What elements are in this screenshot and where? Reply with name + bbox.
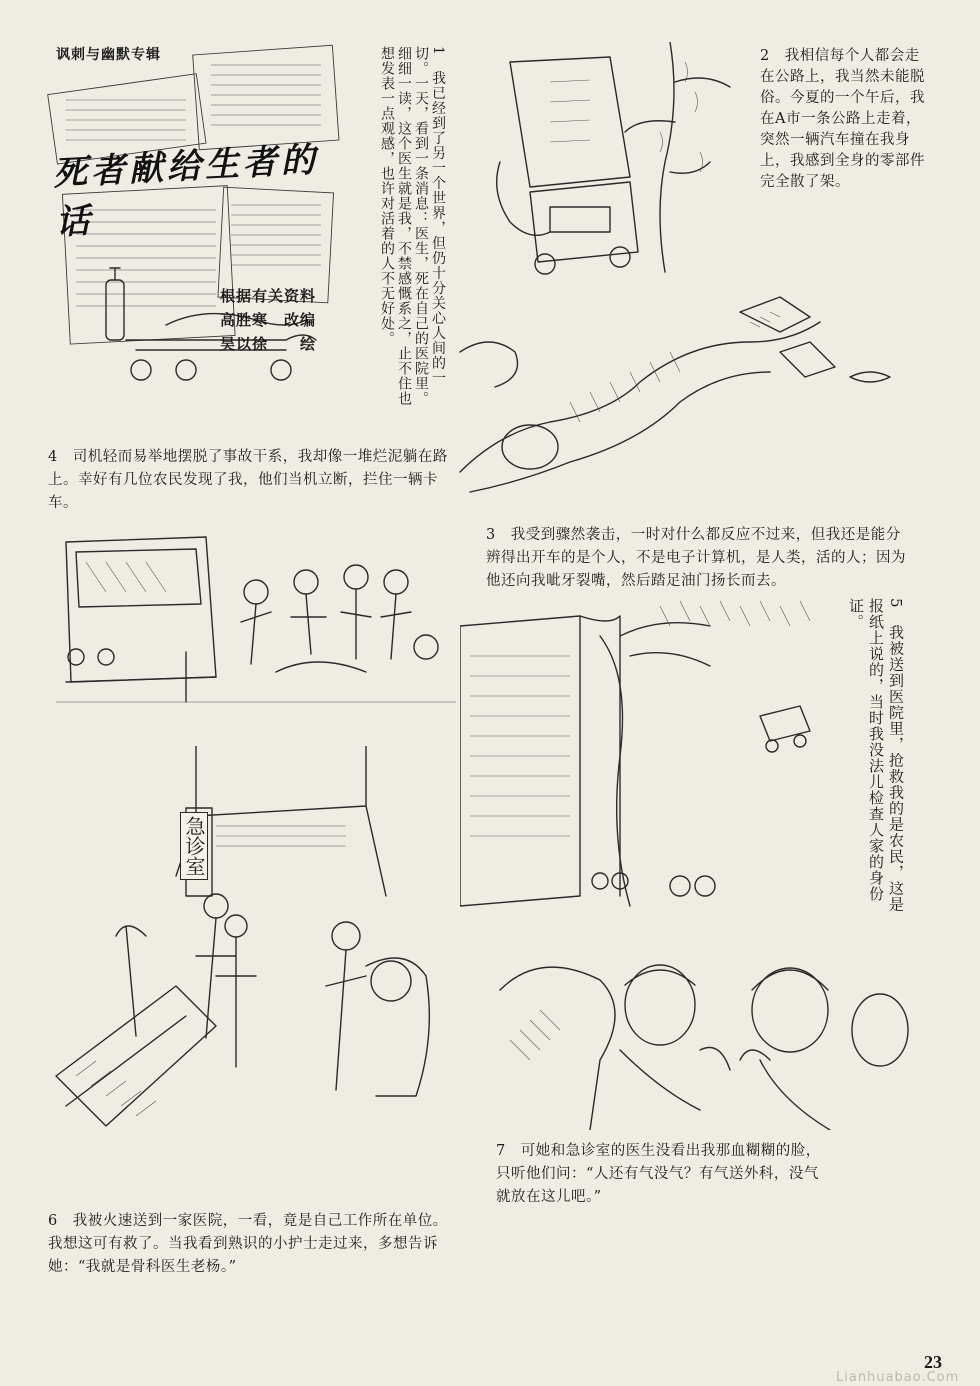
panel-4-illustration xyxy=(46,522,456,718)
credit-source: 根据有关资料 xyxy=(220,287,317,305)
panel-3-illustration xyxy=(450,292,910,512)
panel-7-caption: 7 可她和急诊室的医生没看出我那血糊糊的脸，只听他们问：“人还有气没气？有气送外科，没气就放在这儿吧。” xyxy=(496,1143,821,1205)
panel-2-caption: 2 我相信每个人都会走在公路上，我当然未能脱俗。今夏的一个午后，我在A市一条公路上走着，突然一辆汽车撞在我身上，我感到全身的零部件完全散了架。 xyxy=(760,48,925,190)
panel-6-caption: 6 我被火速送到一家医院，一看，竟是自己工作所在单位。我想这可有救了。当我看到熟识的小护士走过来，多想告诉她：“我就是骨科医生老杨。” xyxy=(48,1213,448,1275)
panel-3-caption: 3 我受到骤然袭击，一时对什么都反应不过来，但我还是能分辨得出开车的是个人，不是电子计算机，是人类，活的人；因为他还向我呲牙裂嘴，然后踏足油门扬长而去。 xyxy=(486,527,906,589)
panel-5-caption: 5 我被送到医院里，抢救我的是农民，这是报纸上说的，当时我没法儿检查人家的身份证。 xyxy=(847,598,905,913)
panel-7-illustration xyxy=(470,930,910,1130)
panel-5-illustration xyxy=(460,596,880,914)
panel-6-illustration xyxy=(46,746,446,1166)
panel-1-caption: 1 我已经到了另一个世界，但仍十分关心人间的一切。一天，看到一条消息：医生，死在自己的医院里。细细一读，这个医生就是我，不禁感慨系之，止不住也想发表一点观感，也许对活着的人不无好处。 xyxy=(379,46,446,406)
section-label: 讽刺与幽默专辑 xyxy=(56,47,161,63)
panel-2-illustration xyxy=(470,42,750,282)
story-title: 死者献给生者的话 xyxy=(52,139,320,243)
credit-artist: 吴以徐 绘 xyxy=(220,335,317,353)
emergency-room-sign: 急诊室 xyxy=(180,812,208,880)
watermark: Lianhuabao.Com xyxy=(836,1370,960,1385)
credits xyxy=(220,284,350,356)
credit-adapter: 高胜寒 改编 xyxy=(220,311,317,329)
panel-4-caption: 4 司机轻而易举地摆脱了事故干系，我却像一堆烂泥躺在路上。幸好有几位农民发现了我，他们当机立断，拦住一辆卡车。 xyxy=(48,449,448,511)
page-number: 23 xyxy=(924,1352,942,1372)
